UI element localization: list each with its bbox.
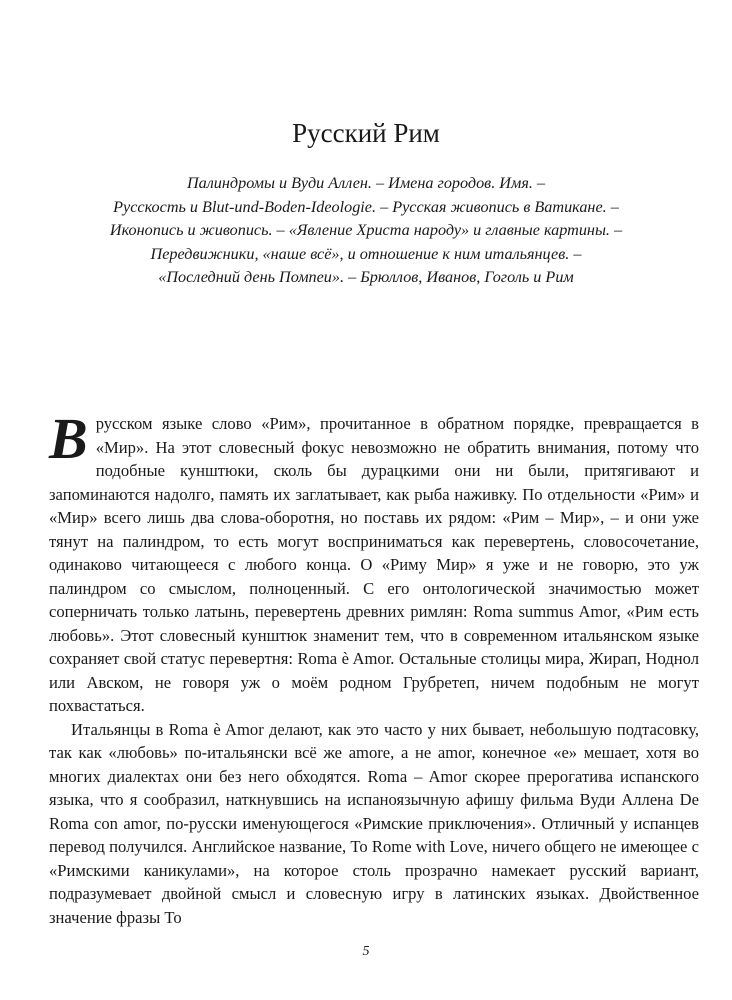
page-number: 5 bbox=[362, 944, 370, 959]
epigraph-line: «Последний день Помпеи». – Брюллов, Иванов, Гоголь и Рим bbox=[158, 268, 574, 286]
body-text bbox=[49, 406, 699, 929]
epigraph-line: Палиндромы и Вуди Аллен. – Имена городов. Имя. – bbox=[186, 174, 546, 192]
chapter-title: Русский Рим bbox=[292, 118, 440, 148]
epigraph-line: Передвижники, «наше всё», и отношение к ним итальянцев. – bbox=[150, 244, 582, 263]
epigraph-line: Иконопись и живопись. – «Явление Христа народу» и главные картины. – bbox=[109, 221, 623, 239]
paragraph-1 bbox=[49, 406, 699, 718]
epigraph-line: Русскость и Blut-und-Boden-Ideologie. – Русская живопись в Ватикане. – bbox=[113, 197, 619, 216]
drop-cap: В bbox=[49, 406, 88, 471]
paragraph-2: Итальянцы в Roma è Amor делают, как это часто у них бывает, небольшую подтасовку, так как «любовь» по-итальянски всё же amore, а не amor, конечное «е» мешает, хотя во многих диалектах они без него обходятся. Roma – Amor скорее прерогатива испанского языка, что я сообразил, наткнувшись на испаноязычную афишу фильма Вуди Аллена De Roma con amor, по-русски именующегося «Римские приключения». Отличный у испанцев перевод получился. Английское название, To Rome with Love, ничего общего не имеющее с «Римскими каникулами», на которое столь прозрачно намекает русский вариант, подразумевает двойной смысл и словесную игру в латинских языках. Двойственное значение фразы To bbox=[49, 719, 699, 927]
paragraph-1-text: русском языке слово «Рим», прочитанное в обратном порядке, превращается в «Мир». На этот словесный фокус невозможно не обратить внимания, потому что подобные кунштюки, сколь бы дурацкими они ни были, притягивают и запоминаются надолго, память их заглатывает, как рыба наживку. По отдельности «Рим» и «Мир» всего лишь два слова-оборотня, но поставь их рядом: «Рим – Мир», – и они уже тянут на палиндром, то есть могут восприниматься как перевертень, словосочетание, одинаково читающееся с любого конца. О «Риму Мир» я уже и не говорю, это уж палиндром со смыслом, полноценный. С его онтологической значимостью может соперничать только латынь, перевертень древних римлян: Roma summus Amor, «Рим есть любовь». Этот словесный кунштюк знаменит тем, что в современном итальянском языке сохраняет свой статус перевертня: Roma è Amor. Остальные столицы мира, Жирап, Ноднол или Авском, не говоря уж о моём родном Грубретеп, ничем подобным не могут похвастаться. bbox=[49, 414, 699, 715]
chapter-epigraph bbox=[60, 172, 672, 290]
